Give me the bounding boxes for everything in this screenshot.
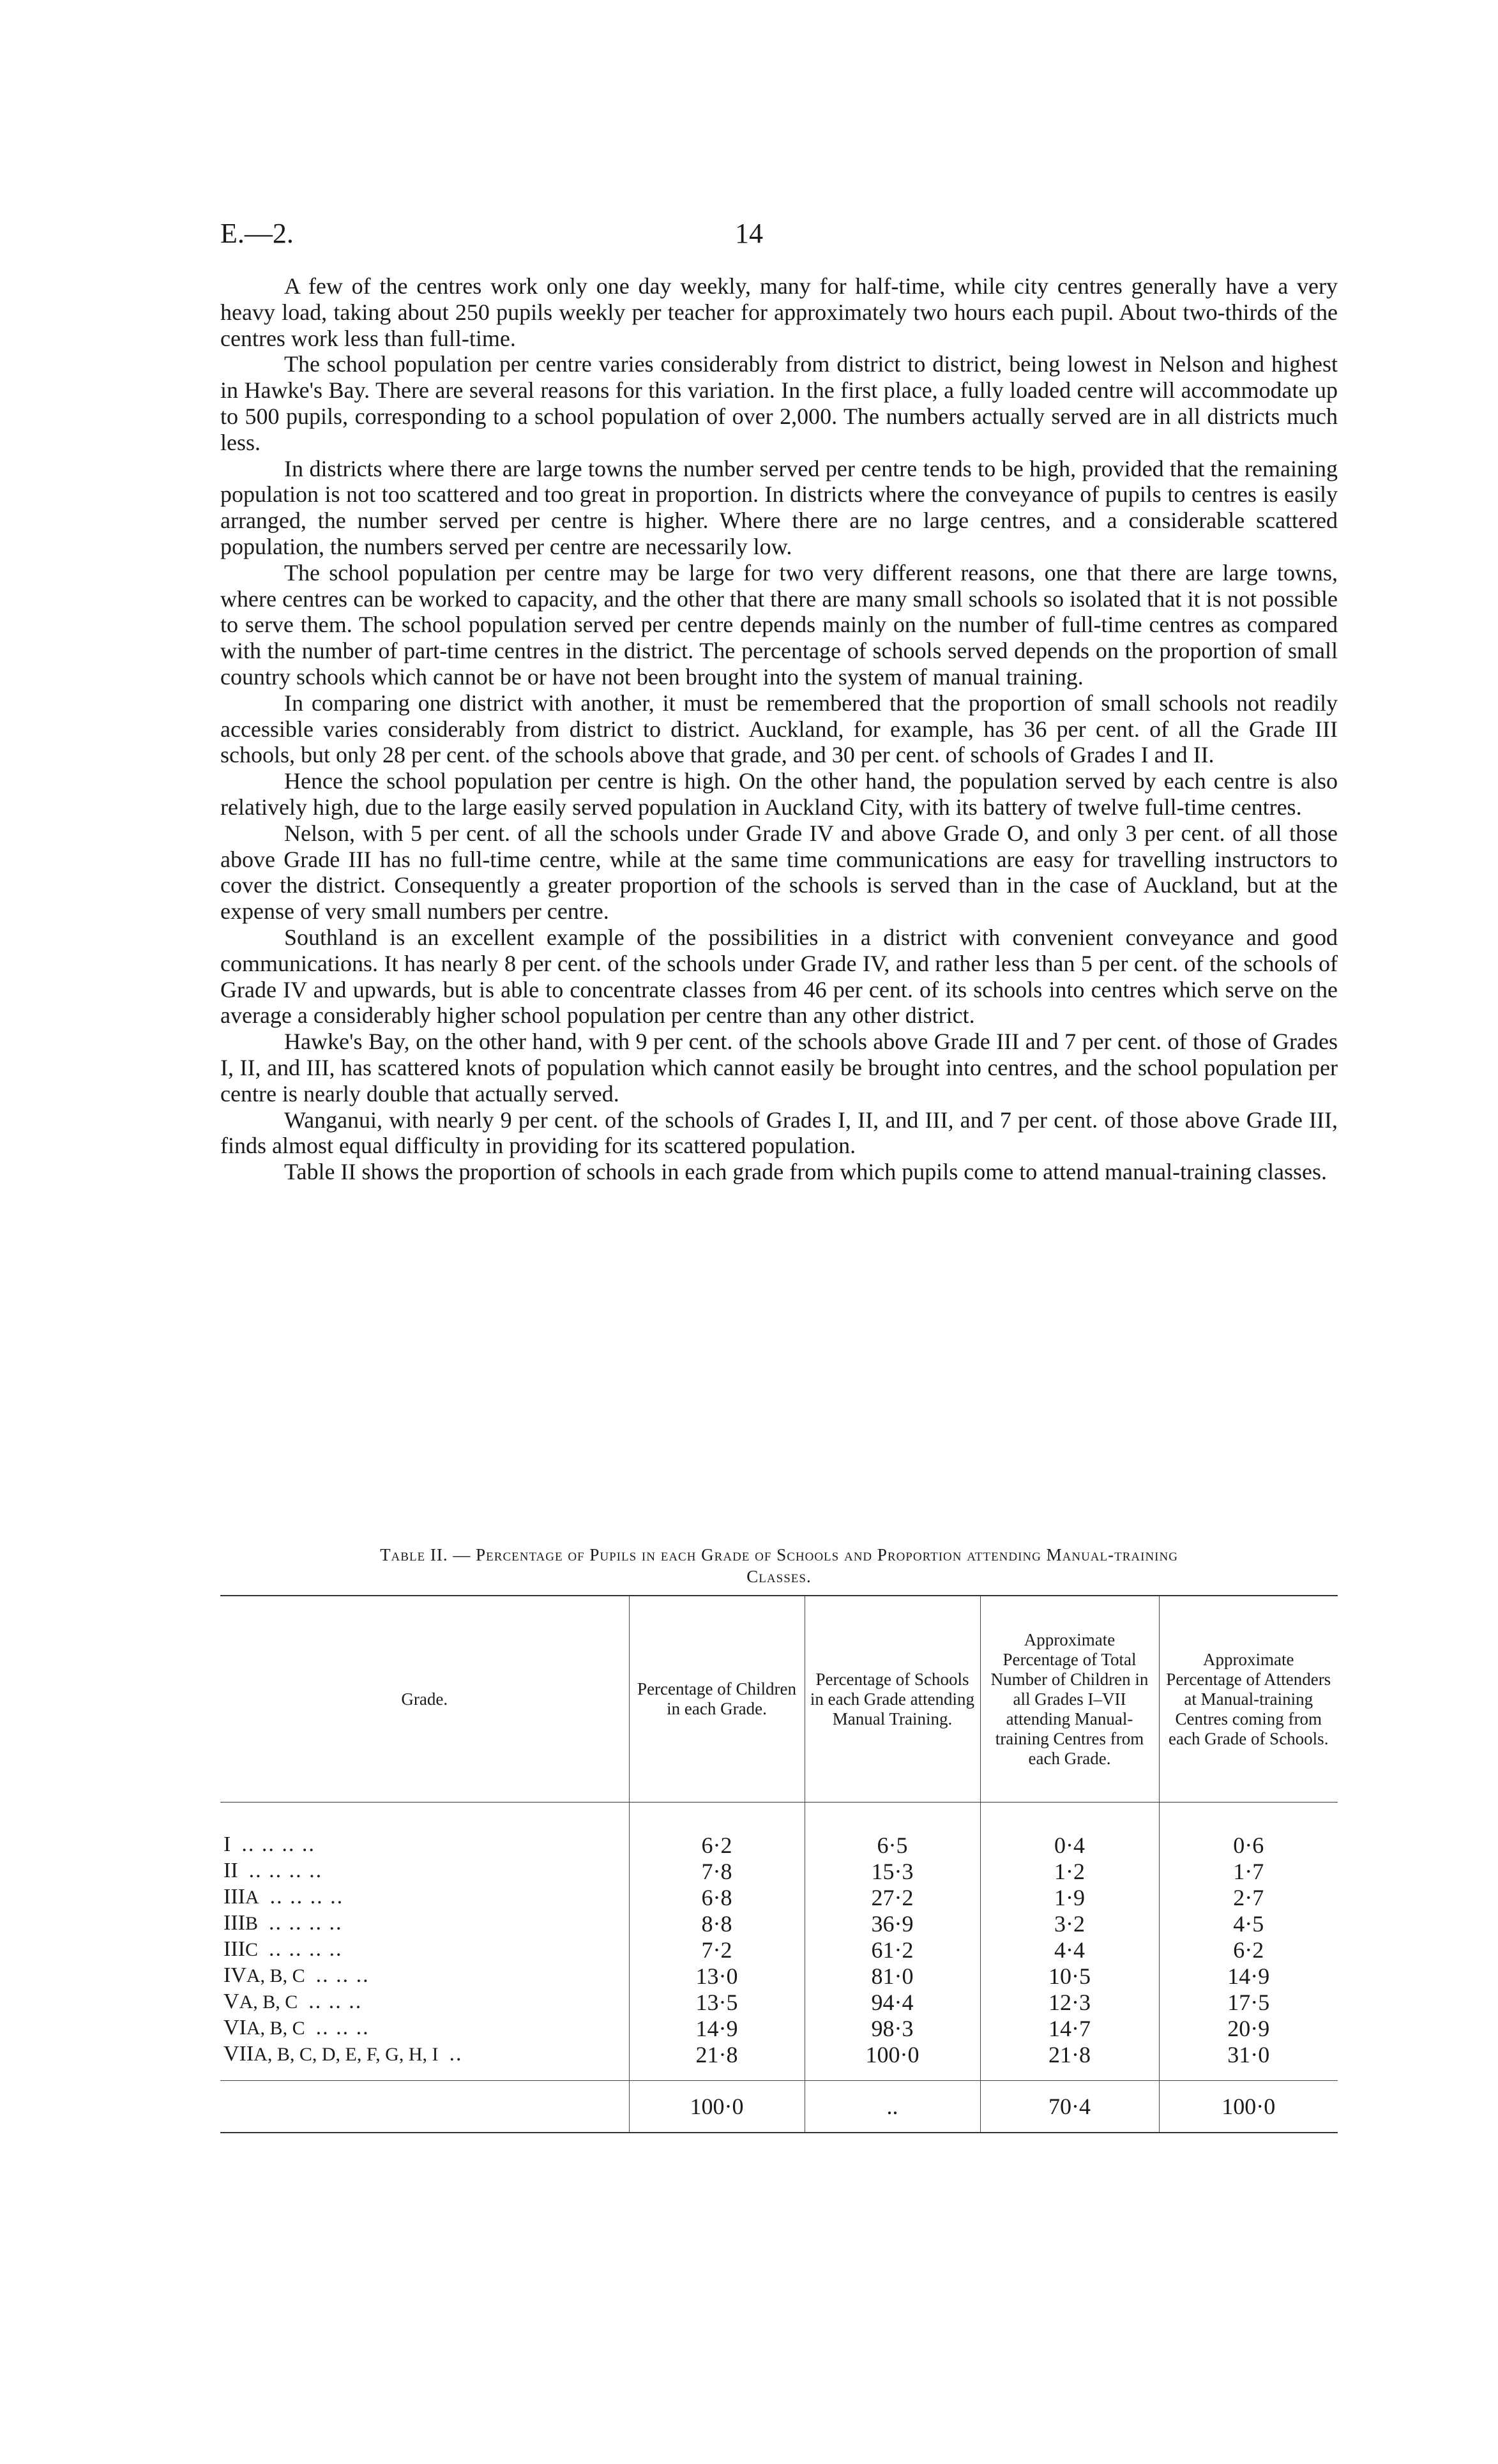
- table-title: [220, 1544, 1338, 1587]
- table-row: [220, 2015, 1338, 2041]
- spacer-row: [220, 2067, 1338, 2081]
- total-cell: 4·4: [980, 1937, 1159, 1963]
- attenders-cell: 0·6: [1159, 1832, 1338, 1858]
- schools-cell: 94·4: [805, 1989, 980, 2015]
- schools-cell: 27·2: [805, 1884, 980, 1910]
- grade-subdivision: B: [245, 1913, 258, 1934]
- children-cell: 13·5: [629, 1989, 805, 2015]
- attenders-cell: 14·9: [1159, 1963, 1338, 1989]
- schools-cell: 61·2: [805, 1937, 980, 1963]
- attenders-cell: 31·0: [1159, 2041, 1338, 2067]
- schools-total-cell: ..: [805, 2081, 980, 2133]
- children-cell: 13·0: [629, 1963, 805, 1989]
- leader-dots: .. .. .. ..: [268, 1937, 343, 1961]
- table-row: [220, 1884, 1338, 1910]
- grade-cell: [220, 1832, 629, 1858]
- paragraph: Nelson, with 5 per cent. of all the schools under Grade IV and above Grade O, and only 3 per cent. of all those above Grade III has no full-time centre, while at the same time communications are easy for travelling instructors to cover the district. Consequently a greater proportion of the schools is served than in the case of Auckland, but at the expense of very small numbers per centre.: [220, 820, 1338, 925]
- attenders-cell: 17·5: [1159, 1989, 1338, 2015]
- grade-subdivision: A, B, C: [246, 2018, 305, 2039]
- grade-cell: [220, 2041, 629, 2067]
- grade-cell: [220, 1989, 629, 2015]
- total-cell: 0·4: [980, 1832, 1159, 1858]
- grade-cell: [220, 1937, 629, 1963]
- leader-dots: .. .. ..: [308, 1990, 363, 2013]
- leader-dots: .. .. .. ..: [248, 1859, 323, 1882]
- grade-cell: [220, 1910, 629, 1937]
- paragraph: The school population per centre may be large for two very different reasons, one that there are large towns, where centres can be worked to capacity, and the other that there are many small schools so isolated that it is not possible to serve them. The school population served per centre depends mainly on the number of full-time centres as compared with the number of part-time centres in the district. The percentage of schools served depends on the proportion of small country schools which cannot be or have not been brought into the system of manual training.: [220, 559, 1338, 690]
- paragraph: Wanganui, with nearly 9 per cent. of the schools of Grades I, II, and III, and 7 per cent. of those above Grade III, finds almost equal difficulty in providing for its scattered population.: [220, 1107, 1338, 1159]
- grade-label: IV: [223, 1963, 246, 1987]
- leader-dots: .. .. .. ..: [241, 1833, 315, 1856]
- total-cell: 3·2: [980, 1910, 1159, 1937]
- report-code: E.—2.: [220, 218, 294, 249]
- attenders-cell: 20·9: [1159, 2015, 1338, 2041]
- column-header-attenders: Approximate Percentage of Attenders at Manual-training Centres coming from each Grade of Schools.: [1159, 1596, 1338, 1803]
- leader-dots: .. .. ..: [315, 1963, 370, 1987]
- paragraph: A few of the centres work only one day weekly, many for half-time, while city centres generally have a very heavy load, taking about 250 pupils weekly per teacher for approximately two hours each pupil. About two-thirds of the centres work less than full-time.: [220, 273, 1338, 351]
- grade-cell: [220, 1884, 629, 1910]
- children-cell: 6·2: [629, 1832, 805, 1858]
- schools-cell: 98·3: [805, 2015, 980, 2041]
- total-cell: 1·2: [980, 1858, 1159, 1884]
- paragraph: Hawke's Bay, on the other hand, with 9 per cent. of the schools above Grade III and 7 per cent. of those of Grades I, II, and III, has scattered knots of population which cannot easily be brought into centres, and the school population per centre is nearly double that actually served.: [220, 1029, 1338, 1107]
- attenders-cell: 1·7: [1159, 1858, 1338, 1884]
- grade-label: III: [223, 1937, 245, 1961]
- total-cell: 10·5: [980, 1963, 1159, 1989]
- total-cell: 14·7: [980, 2015, 1159, 2041]
- totals-row: [220, 2081, 1338, 2133]
- paragraph: In districts where there are large towns the number served per centre tends to be high, provided that the remaining population is not too scattered and too great in proportion. In districts where the conveyance of pupils to centres is easily arranged, the number served per centre is higher. Where there are no large centres, and a considerable scattered population, the numbers served per centre are necessarily low.: [220, 455, 1338, 559]
- table-row: [220, 1858, 1338, 1884]
- column-header-grade: Grade.: [220, 1596, 629, 1803]
- paragraph: Southland is an excellent example of the possibilities in a district with convenient conveyance and good communications. It has nearly 8 per cent. of the schools under Grade IV, and rather less than 5 per cent. of the schools of Grade IV and upwards, but is able to concentrate classes from 46 per cent. of its schools into centres which serve on the average a considerably higher school population per centre than any other district.: [220, 924, 1338, 1029]
- totals-label-cell: [220, 2081, 629, 2133]
- grade-subdivision: C: [245, 1939, 258, 1960]
- table-row: [220, 2041, 1338, 2067]
- leader-dots: .. .. ..: [315, 2016, 370, 2039]
- schools-cell: 36·9: [805, 1910, 980, 1937]
- grade-label: V: [223, 1990, 239, 2013]
- children-cell: 21·8: [629, 2041, 805, 2067]
- schools-cell: 100·0: [805, 2041, 980, 2067]
- grade-label: VI: [223, 2016, 246, 2039]
- schools-cell: 15·3: [805, 1858, 980, 1884]
- attenders-cell: 2·7: [1159, 1884, 1338, 1910]
- total-total-cell: 70·4: [980, 2081, 1159, 2133]
- grade-label: I: [223, 1833, 231, 1856]
- children-cell: 8·8: [629, 1910, 805, 1937]
- children-total-cell: 100·0: [629, 2081, 805, 2133]
- grade-label: VII: [223, 2042, 254, 2066]
- grade-label: III: [223, 1885, 245, 1908]
- column-header-schools: Percentage of Schools in each Grade attending Manual Training.: [805, 1596, 980, 1803]
- schools-cell: 81·0: [805, 1963, 980, 1989]
- paragraph: The school population per centre varies considerably from district to district, being lowest in Nelson and highest in Hawke's Bay. There are several reasons for this variation. In the first place, a fully loaded centre will accommodate up to 500 pupils, corresponding to a school population of over 2,000. The numbers actually served are in all districts much less.: [220, 351, 1338, 455]
- children-cell: 6·8: [629, 1884, 805, 1910]
- children-cell: 7·2: [629, 1937, 805, 1963]
- table-header-row: [220, 1596, 1338, 1803]
- table-row: [220, 1910, 1338, 1937]
- leader-dots: .. .. .. ..: [268, 1911, 343, 1935]
- grade-label: III: [223, 1911, 245, 1935]
- total-cell: 1·9: [980, 1884, 1159, 1910]
- children-cell: 14·9: [629, 2015, 805, 2041]
- table-title-line: Table II. — Percentage of Pupils in each Grade of Schools and Proportion attending Manual-training: [380, 1545, 1178, 1564]
- paragraph: Hence the school population per centre is high. On the other hand, the population served by each centre is also relatively high, due to the large easily served population in Auckland City, with its battery of twelve full-time centres.: [220, 768, 1338, 820]
- column-header-children: Percentage of Children in each Grade.: [629, 1596, 805, 1803]
- attenders-cell: 4·5: [1159, 1910, 1338, 1937]
- grade-table: [220, 1595, 1338, 2133]
- total-cell: 12·3: [980, 1989, 1159, 2015]
- schools-cell: 6·5: [805, 1832, 980, 1858]
- leader-dots: .. .. .. ..: [269, 1885, 344, 1908]
- table-row: [220, 1989, 1338, 2015]
- paragraph: Table II shows the proportion of schools in each grade from which pupils come to attend manual-training classes.: [284, 1159, 1328, 1185]
- table-row: [220, 1937, 1338, 1963]
- grade-label: II: [223, 1859, 238, 1882]
- attenders-cell: 6·2: [1159, 1937, 1338, 1963]
- page-number: 14: [735, 218, 763, 249]
- grade-subdivision: A, B, C: [239, 1992, 298, 2013]
- table-row: [220, 1963, 1338, 1989]
- grade-cell: [220, 2015, 629, 2041]
- attenders-total-cell: 100·0: [1159, 2081, 1338, 2133]
- paragraph: In comparing one district with another, it must be remembered that the proportion of small schools not readily accessible varies considerably from district to district. Auckland, for example, has 36 per cent. of all the Grade III schools, but only 28 per cent. of the schools above that grade, and 30 per cent. of schools of Grades I and II.: [220, 690, 1338, 768]
- grade-cell: [220, 1963, 629, 1989]
- data-table: [220, 1595, 1338, 2133]
- spacer-row: [220, 1803, 1338, 1833]
- children-cell: 7·8: [629, 1858, 805, 1884]
- column-header-total: Approximate Percentage of Total Number of Children in all Grades I–VII attending Manual-training Centres from each Grade.: [980, 1596, 1159, 1803]
- body-text: [220, 273, 1338, 1185]
- leader-dots: ..: [449, 2042, 463, 2066]
- total-cell: 21·8: [980, 2041, 1159, 2067]
- grade-cell: [220, 1858, 629, 1884]
- grade-subdivision: A: [245, 1887, 259, 1908]
- table-title-line: Classes.: [746, 1567, 812, 1586]
- table-row: [220, 1832, 1338, 1858]
- grade-subdivision: A, B, C, D, E, F, G, H, I: [253, 2044, 439, 2065]
- grade-subdivision: A, B, C: [246, 1965, 305, 1986]
